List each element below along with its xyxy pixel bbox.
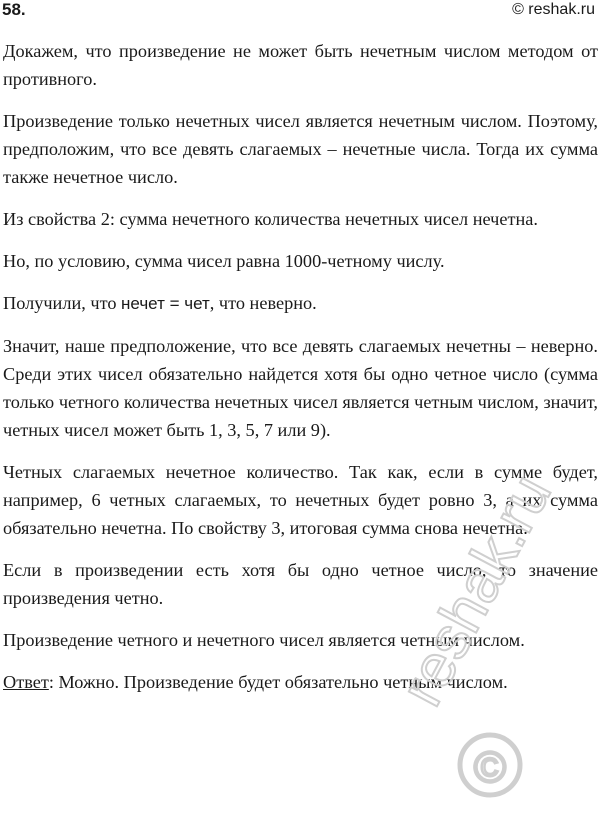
paragraph-assumption: Произведение только нечетных чисел является нечетным числом. Поэтому, предположим, что все девять слагаемых – нечетные числа. Тогда их сумма также нечетное число. bbox=[3, 111, 598, 187]
paragraph-conclusion: Значит, наше предположение, что все девять слагаемых нечетны – неверно. Среди этих чисел обязательно найдется хотя бы одно четное число (сумма только четного количества нечетных чисел является четным числом, значит, четных чисел может быть 1, 3, 5, 7 или 9). bbox=[3, 336, 598, 440]
page-header bbox=[0, 0, 601, 28]
paragraph-condition: Но, по условию, сумма чисел равна 1000-четному числу. bbox=[3, 251, 445, 271]
paragraph-even-count: Четных слагаемых нечетное количество. Так как, если в сумме будет, например, 6 четных слагаемых, то нечетных будет ровно 3, а их сумма обязательно нечетна. По свойству 3, итоговая сумма снова нечетна. bbox=[3, 462, 598, 538]
watermark-circle bbox=[460, 735, 520, 795]
paragraph-product-rule: Произведение четного и нечетного чисел является четным числом. bbox=[3, 630, 525, 650]
paragraph-property-2: Из свойства 2: сумма нечетного количества нечетных чисел нечетна. bbox=[3, 209, 538, 229]
site-credit[interactable]: © reshak.ru bbox=[512, 1, 595, 18]
answer-line bbox=[3, 668, 598, 696]
paragraph-contradiction bbox=[3, 289, 598, 318]
contradiction-formula: нечет = чет bbox=[121, 294, 210, 313]
contradiction-after: , что неверно. bbox=[209, 293, 317, 313]
paragraph-intro: Докажем, что произведение не может быть нечетным числом методом от противного. bbox=[3, 41, 598, 89]
task-number: 58. bbox=[2, 0, 26, 19]
answer-text: : Можно. Произведение будет обязательно четным числом. bbox=[48, 672, 508, 692]
solution-text bbox=[3, 37, 598, 710]
contradiction-before: Получили, что bbox=[3, 293, 122, 313]
paragraph-product-even: Если в произведении есть хотя бы одно четное число, то значение произведения четно. bbox=[3, 560, 598, 608]
watermark-text: reshak.ru bbox=[387, 463, 564, 717]
answer-label: Ответ bbox=[3, 672, 49, 692]
watermark-copyright-icon: © bbox=[473, 743, 507, 792]
